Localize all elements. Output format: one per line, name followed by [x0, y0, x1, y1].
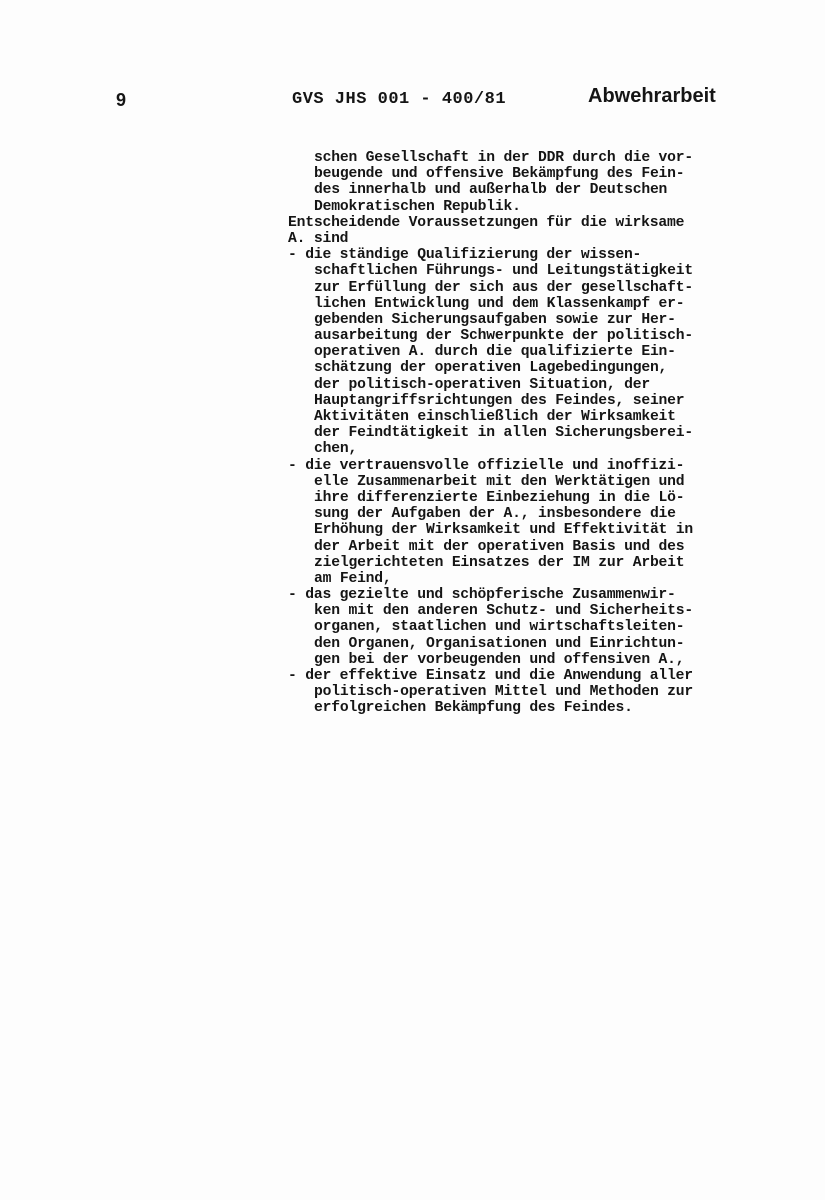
text-line-content: erfolgreichen Bekämpfung des Feindes.	[314, 700, 633, 717]
text-line	[288, 506, 768, 522]
text-line-content: der politisch-operativen Situation, der	[314, 376, 650, 393]
text-line-content: schaftlichen Führungs- und Leitungstätigkeit	[314, 263, 694, 280]
text-line	[288, 215, 768, 231]
text-line-content: gen bei der vorbeugenden und offensiven A.,	[314, 651, 685, 668]
text-line	[288, 231, 768, 247]
text-line-content: des innerhalb und außerhalb der Deutschen	[314, 182, 668, 199]
text-line-content: chen,	[314, 441, 358, 458]
text-line-content: Erhöhung der Wirksamkeit und Effektivität in	[314, 522, 694, 539]
text-line	[288, 700, 768, 716]
text-line-content: - die vertrauensvolle offizielle und inoffizi-	[288, 457, 685, 474]
text-line	[288, 360, 768, 376]
text-line-content: organen, staatlichen und wirtschaftsleiten-	[314, 619, 685, 636]
text-line	[288, 668, 768, 684]
text-line	[288, 652, 768, 668]
text-line	[288, 312, 768, 328]
text-line-content: Demokratischen Republik.	[314, 198, 521, 215]
text-line	[288, 587, 768, 603]
text-line-content: gebenden Sicherungsaufgaben sowie zur Her-	[314, 311, 676, 328]
text-line	[288, 619, 768, 635]
document-reference: GVS JHS 001 - 400/81	[292, 90, 507, 109]
text-line-content: A. sind	[288, 230, 349, 247]
text-line-content: lichen Entwicklung und dem Klassenkampf er-	[314, 295, 685, 312]
text-line-content: operativen A. durch die qualifizierte Ein-	[314, 344, 676, 361]
text-line-content: der Feindtätigkeit in allen Sicherungsberei-	[314, 425, 694, 442]
text-line-content: - der effektive Einsatz und die Anwendung aller	[288, 668, 693, 684]
text-line	[288, 603, 768, 619]
text-line	[288, 522, 768, 538]
text-line-content: - die ständige Qualifizierung der wissen-	[288, 247, 642, 264]
text-line	[288, 296, 768, 312]
text-line	[288, 441, 768, 457]
text-line	[288, 684, 768, 700]
text-line-content: Aktivitäten einschließlich der Wirksamkeit	[314, 409, 676, 425]
text-line-content: ihre differenzierte Einbeziehung in die Lö-	[314, 489, 685, 506]
text-line-content: - das gezielte und schöpferische Zusammenwir-	[288, 587, 676, 604]
text-line-content: den Organen, Organisationen und Einrichtun-	[314, 635, 685, 652]
text-line	[288, 150, 768, 166]
text-line	[288, 263, 768, 279]
text-line-content: Entscheidende Voraussetzungen für die wirksame	[288, 214, 685, 231]
text-line	[288, 199, 768, 215]
page-header	[0, 84, 825, 114]
text-line	[288, 539, 768, 555]
text-line-content: ausarbeitung der Schwerpunkte der politisch-	[314, 328, 694, 345]
text-line-content: sung der Aufgaben der A., insbesondere die	[314, 506, 676, 523]
text-line	[288, 409, 768, 425]
text-line	[288, 425, 768, 441]
text-line	[288, 636, 768, 652]
text-line	[288, 377, 768, 393]
text-line-content: beugende und offensive Bekämpfung des Fein-	[314, 166, 685, 183]
text-line-content: der Arbeit mit der operativen Basis und des	[314, 538, 685, 555]
text-line-content: Hauptangriffsrichtungen des Feindes, seiner	[314, 392, 685, 409]
page-number: 9	[116, 90, 127, 110]
text-line-content: am Feind,	[314, 570, 392, 587]
text-line-content: zielgerichteten Einsatzes der IM zur Arbeit	[314, 554, 685, 571]
text-line-content: ken mit den anderen Schutz- und Sicherheits-	[314, 603, 694, 620]
text-line	[288, 555, 768, 571]
text-line	[288, 166, 768, 182]
text-line	[288, 393, 768, 409]
text-line	[288, 280, 768, 296]
text-line	[288, 458, 768, 474]
text-line-content: zur Erfüllung der sich aus der gesellschaft-	[314, 279, 694, 296]
text-line	[288, 571, 768, 587]
text-line	[288, 328, 768, 344]
text-line-content: elle Zusammenarbeit mit den Werktätigen und	[314, 473, 685, 490]
text-line	[288, 247, 768, 263]
text-line-content: schen Gesellschaft in der DDR durch die vor-	[314, 150, 694, 166]
entry-title: Abwehrarbeit	[588, 85, 716, 107]
text-line	[288, 344, 768, 360]
text-line-content: schätzung der operativen Lagebedingungen,	[314, 360, 668, 377]
text-line	[288, 474, 768, 490]
text-line	[288, 490, 768, 506]
body-text	[288, 150, 768, 717]
text-line	[288, 182, 768, 198]
text-line-content: politisch-operativen Mittel und Methoden zur	[314, 684, 694, 701]
